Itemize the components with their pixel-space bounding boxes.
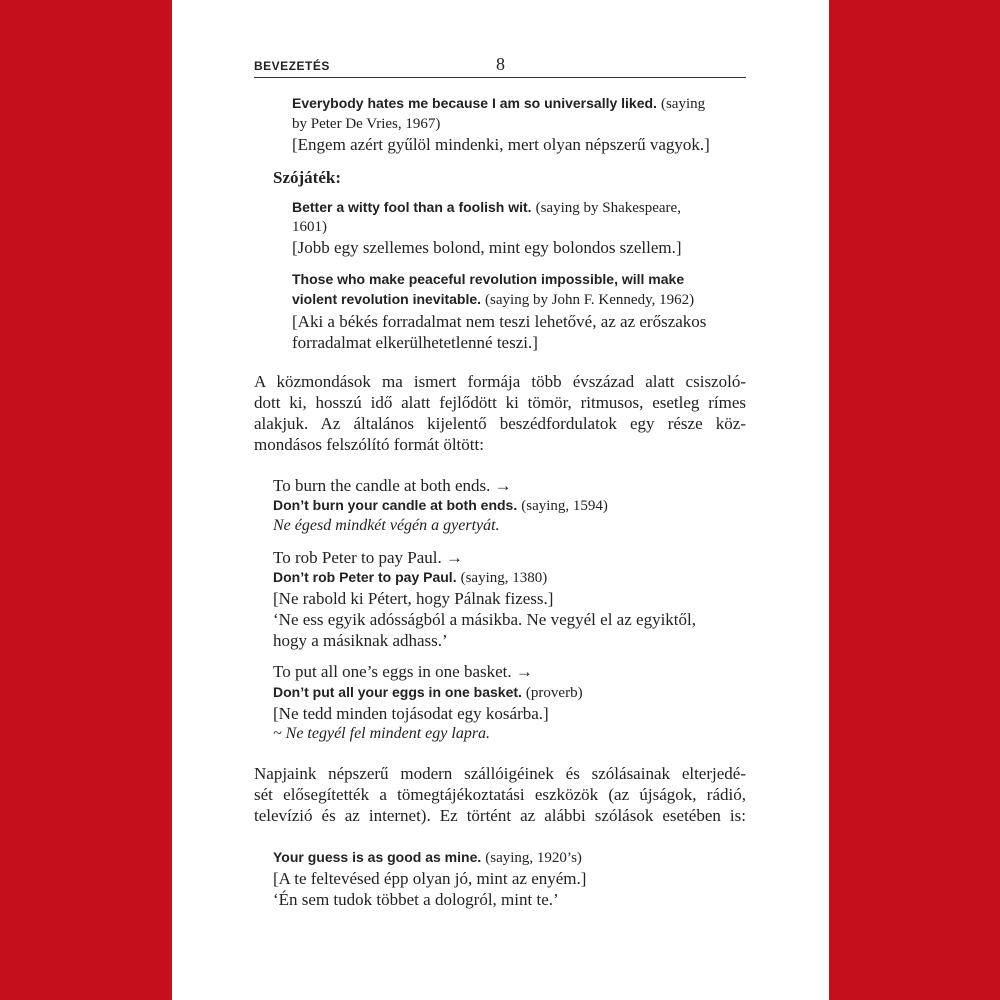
example-1-source-cont: by Peter De Vries, 1967) <box>292 116 441 132</box>
example-1-translation: [Engem azért gyűlöl mindenki, mert olyan népszerű vagyok.] <box>292 135 710 154</box>
candle-imperative: Don’t burn your candle at both ends. <box>273 497 518 513</box>
eggs-hungarian: ~ Ne tegyél fel mindent egy lapra. <box>273 725 491 742</box>
guess-quote: Your guess is as good as mine. <box>273 849 482 865</box>
page-number: 8 <box>496 54 505 74</box>
guess-translation: [A te feltevésed épp olyan jó, mint az enyém.] <box>273 869 587 888</box>
candle-hungarian: Ne égesd mindkét végén a gyertyát. <box>273 517 500 534</box>
peter-translation: [Ne rabold ki Pétert, hogy Pálnak fizess.] <box>273 589 554 608</box>
guess-gloss: ‘Én sem tudok többet a dologról, mint te.’ <box>273 890 559 909</box>
example-2-source: (saying by Shakespeare, <box>535 200 681 216</box>
book-page <box>172 0 829 1000</box>
example-2-translation: [Jobb egy szellemes bolond, mint egy bolondos szellem.] <box>292 238 682 257</box>
paragraph-1-line-3: alakjuk. Az általános kijelentő beszédfordulatok egy része köz- <box>254 414 746 433</box>
eggs-imperative: Don’t put all your eggs in one basket. <box>273 684 522 700</box>
example-3-line-2 <box>292 291 694 309</box>
peter-source: (saying, 1380) <box>460 570 548 586</box>
peter-imperative: Don’t rob Peter to pay Paul. <box>273 569 457 585</box>
example-3-quote-line-2: violent revolution inevitable. <box>292 291 482 307</box>
eggs-original: To put all one’s eggs in one basket. → <box>273 662 533 681</box>
candle-original: To burn the candle at both ends. → <box>273 476 512 495</box>
paragraph-2-line-2: sét elősegítették a tömegtájékoztatási eszközök (az újságok, rádió, <box>254 785 746 804</box>
example-1-source: (saying <box>660 96 706 112</box>
example-2-line-1 <box>292 199 681 217</box>
peter-gloss-1: ‘Ne ess egyik adósságból a másikba. Ne vegyél el az egyiktől, <box>273 610 696 629</box>
paragraph-1-line-1: A közmondások ma ismert formája több évszázad alatt csiszoló- <box>254 372 746 391</box>
example-3-translation-2: forradalmat elkerülhetetlenné teszi.] <box>292 333 538 352</box>
paragraph-2-line-1: Napjaink népszerű modern szállóigéinek és szólásainak elterjedé- <box>254 764 746 783</box>
paragraph-2-line-3: televízió és az internet). Ez történt az alábbi szólások esetében is: <box>254 806 746 825</box>
example-3-source: (saying by John F. Kennedy, 1962) <box>485 292 695 308</box>
eggs-source: (proverb) <box>525 685 583 701</box>
running-header <box>254 55 746 78</box>
paragraph-1-line-2: dott ki, hosszú idő alatt fejlődött ki tömör, ritmusos, esetleg rímes <box>254 393 746 412</box>
eggs-translation: [Ne tedd minden tojásodat egy kosárba.] <box>273 704 549 723</box>
guess-line <box>273 849 582 867</box>
paragraph-1-line-4: mondásos felszólító formát öltött: <box>254 435 484 454</box>
section-label: BEVEZETÉS <box>254 59 330 73</box>
peter-original: To rob Peter to pay Paul. → <box>273 548 464 567</box>
eggs-imperative-line <box>273 684 583 702</box>
example-2-source-cont: 1601) <box>292 219 327 235</box>
example-3-quote-line-1: Those who make peaceful revolution impossible, will make <box>292 271 685 287</box>
example-1-quote: Everybody hates me because I am so universally liked. <box>292 95 657 111</box>
guess-source: (saying, 1920’s) <box>485 850 582 866</box>
candle-source: (saying, 1594) <box>521 498 608 514</box>
peter-gloss-2: hogy a másiknak adhass.’ <box>273 631 448 650</box>
peter-imperative-line <box>273 569 547 587</box>
example-2-quote: Better a witty fool than a foolish wit. <box>292 199 532 215</box>
example-3-translation-1: [Aki a békés forradalmat nem teszi lehetővé, az az erőszakos <box>292 312 707 331</box>
wordplay-heading: Szójáték: <box>273 168 341 187</box>
candle-imperative-line <box>273 497 608 515</box>
example-1-line-1 <box>292 95 705 113</box>
